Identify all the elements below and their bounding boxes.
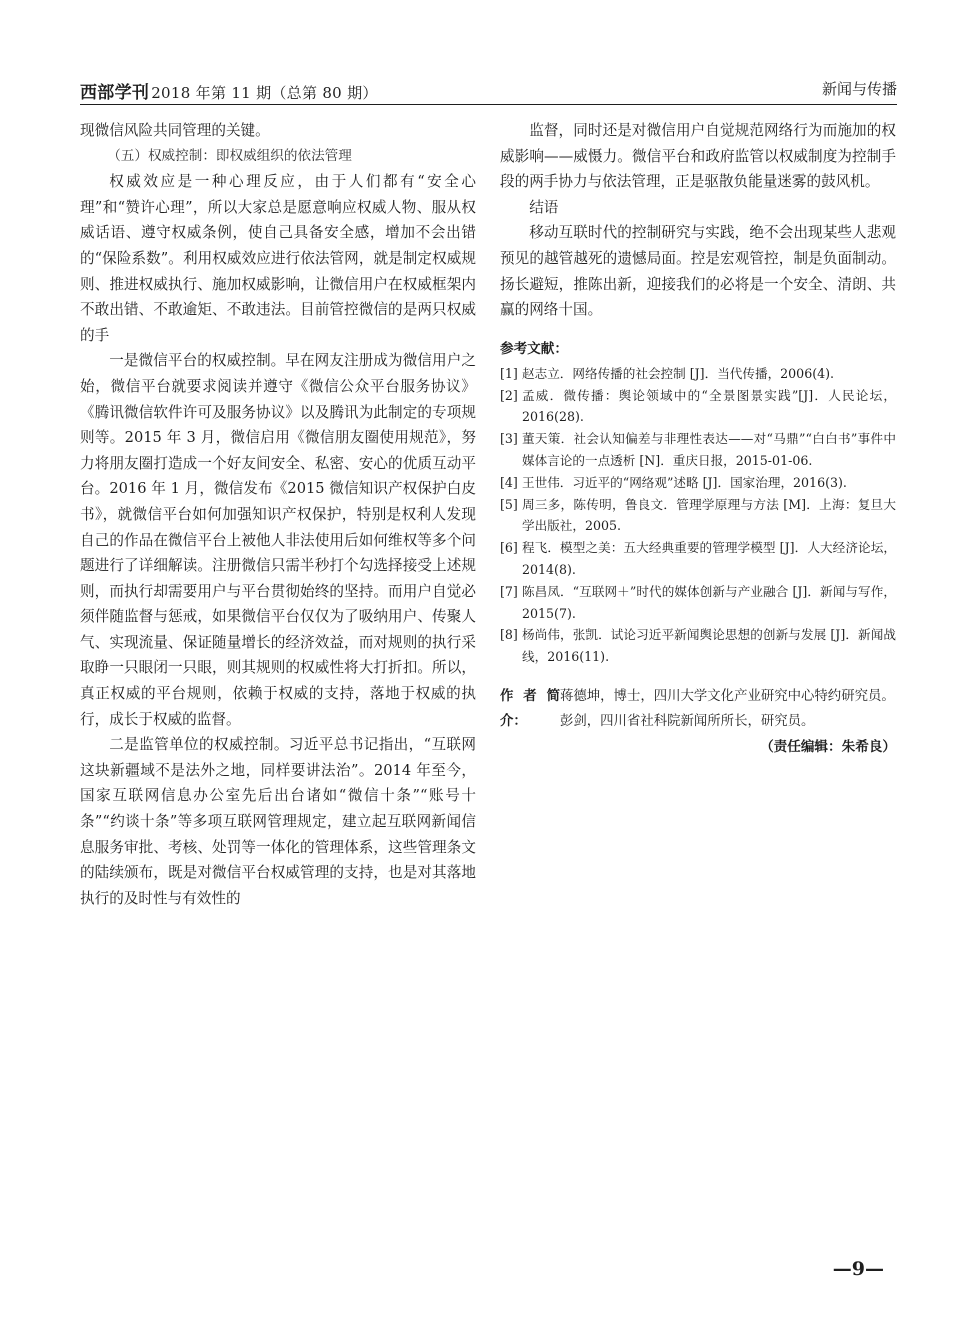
reference-text: 杨尚伟，张凯．试论习近平新闻舆论思想的创新与发展 [J]．新闻战线，2016(11). bbox=[522, 627, 896, 665]
reference-number: [3] bbox=[500, 431, 518, 447]
reference-number: [1] bbox=[500, 365, 518, 381]
reference-text: 周三多，陈传明，鲁良文．管理学原理与方法 [M]．上海：复旦大学出版社，2005. bbox=[522, 496, 896, 534]
reference-number: [8] bbox=[500, 627, 518, 643]
journal-logo: 西部学刊 bbox=[80, 83, 150, 103]
reference-number: [6] bbox=[500, 540, 518, 556]
paragraph: 二是监管单位的权威控制。习近平总书记指出，“互联网这块新疆域不是法外之地，同样要讲法治”。2014 年至今，国家互联网信息办公室先后出台诸如“微信十条”“账号十条”“约谈十条”等多项互联网管理规定，建立起互联网新闻信息服务审批、考核、处罚等一体化的管理体系，这些管理条文的陆续颁布，既是对微信平台权威管理的支持，也是对其落地执行的及时性与有效性的 bbox=[80, 736, 476, 907]
reference-text: 王世伟．习近平的“网络观”述略 [J]．国家治理，2016(3). bbox=[522, 474, 847, 490]
reference-item bbox=[500, 537, 896, 581]
reference-text: 赵志立．网络传播的社会控制 [J]．当代传播，2006(4). bbox=[522, 365, 835, 381]
author-info bbox=[500, 684, 896, 734]
journal-issue: 2018 年第 11 期（总第 80 期） bbox=[151, 84, 378, 102]
author-bio: 蒋德坤，博士，四川大学文化产业研究中心特约研究员。 bbox=[560, 688, 895, 704]
reference-number: [4] bbox=[500, 474, 518, 490]
paragraph: 监督，同时还是对微信用户自觉规范网络行为而施加的权威影响——威慑力。微信平台和政府监管以权威制度为控制手段的两手协力与依法管理，正是驱散负能量迷雾的鼓风机。 bbox=[500, 122, 896, 191]
reference-number: [2] bbox=[500, 387, 518, 403]
reference-text: 陈昌凤．“互联网＋”时代的媒体创新与产业融合 [J]．新闻与写作，2015(7). bbox=[522, 583, 896, 621]
reference-item bbox=[500, 385, 896, 429]
references-title: 参考文献： bbox=[500, 340, 568, 357]
page-number: —9— bbox=[832, 1258, 884, 1280]
running-header bbox=[80, 78, 897, 102]
paragraph: 现微信风险共同管理的关键。 bbox=[80, 122, 270, 139]
right-column bbox=[500, 118, 896, 760]
reference-item bbox=[500, 363, 896, 385]
references-list bbox=[500, 363, 896, 668]
reference-number: [5] bbox=[500, 496, 518, 512]
paragraph: 权威效应是一种心理反应，由于人们都有“安全心理”和“赞许心理”，所以大家总是愿意响应权威人物、服从权威话语、遵守权威条例，使自己具备安全感，增加不会出错的“保险系数”。利用权威效应进行依法管网，就是制定权威规则、推进权威执行、施加权威影响，让微信用户在权威框架内不敢出错、不敢逾矩、不敢违法。目前管控微信的是两只权威的手 bbox=[80, 173, 476, 344]
paragraph: 移动互联时代的控制研究与实践，绝不会出现某些人悲观预见的越管越死的遗憾局面。控是宏观管控，制是负面制动。扬长避短，推陈出新，迎接我们的必将是一个安全、清朗、共赢的网络十国。 bbox=[500, 224, 896, 319]
header-rule bbox=[80, 104, 897, 105]
reference-number: [7] bbox=[500, 583, 518, 599]
left-column bbox=[80, 118, 476, 911]
paragraph: 一是微信平台的权威控制。早在网友注册成为微信用户之始，微信平台就要求阅读并遵守《微信公众平台服务协议》《腾讯微信软件许可及服务协议》以及腾讯为此制定的专项规则等。2015 年 3 月，微信启用《微信朋友圈使用规范》，努力将朋友圈打造成一个好友间安全、私密、安心的优质互动平台。2016 年 1 月，微信发布《2015 微信知识产权保护白皮书》，就微信平台如何加强知识产权保护，特别是权利人发现自己的作品在微信平台上被他人非法使用后如何维权等多个问题进行了详细解读。注册微信只需半秒打个勾选择接受上述规则，而执行却需要用户与平台贯彻始终的坚持。而用户自觉必须伴随监督与惩戒，如果微信平台仅仅为了吸纳用户、传聚人气、实现流量、保证随量增长的经济效益，而对规则的执行采取睁一只眼闭一只眼，则其规则的权威性将大打折扣。所以，真正权威的平台规则，依赖于权威的支持，落地于权威的执行，成长于权威的监督。 bbox=[80, 352, 476, 728]
reference-item bbox=[500, 624, 896, 668]
reference-item bbox=[500, 428, 896, 472]
reference-text: 程飞．模型之美：五大经典重要的管理学模型 [J]．人大经济论坛，2014(8). bbox=[522, 540, 896, 577]
author-info-body bbox=[560, 684, 896, 734]
author-bio: 彭剑，四川省社科院新闻所所长，研究员。 bbox=[560, 713, 815, 729]
journal-issue-line bbox=[80, 78, 378, 103]
section-name: 新闻与传播 bbox=[821, 80, 897, 98]
reference-text: 孟威．微传播：舆论领域中的“全景图景实践”[J]．人民论坛，2016(28). bbox=[522, 387, 896, 425]
reference-item bbox=[500, 472, 896, 494]
reference-item bbox=[500, 494, 896, 538]
responsible-editor: （责任编辑：朱希良） bbox=[760, 738, 896, 755]
reference-text: 董天策．社会认知偏差与非理性表达——对“马鼎”“白白书”事件中媒体言论的一点透析 [N]．重庆日报，2015-01-06. bbox=[522, 431, 896, 468]
subheading: （五）权威控制：即权威组织的依法管理 bbox=[107, 147, 352, 164]
conclusion-heading: 结语 bbox=[529, 198, 559, 216]
reference-item bbox=[500, 581, 896, 625]
author-info-label: 作者简介： bbox=[500, 687, 560, 729]
